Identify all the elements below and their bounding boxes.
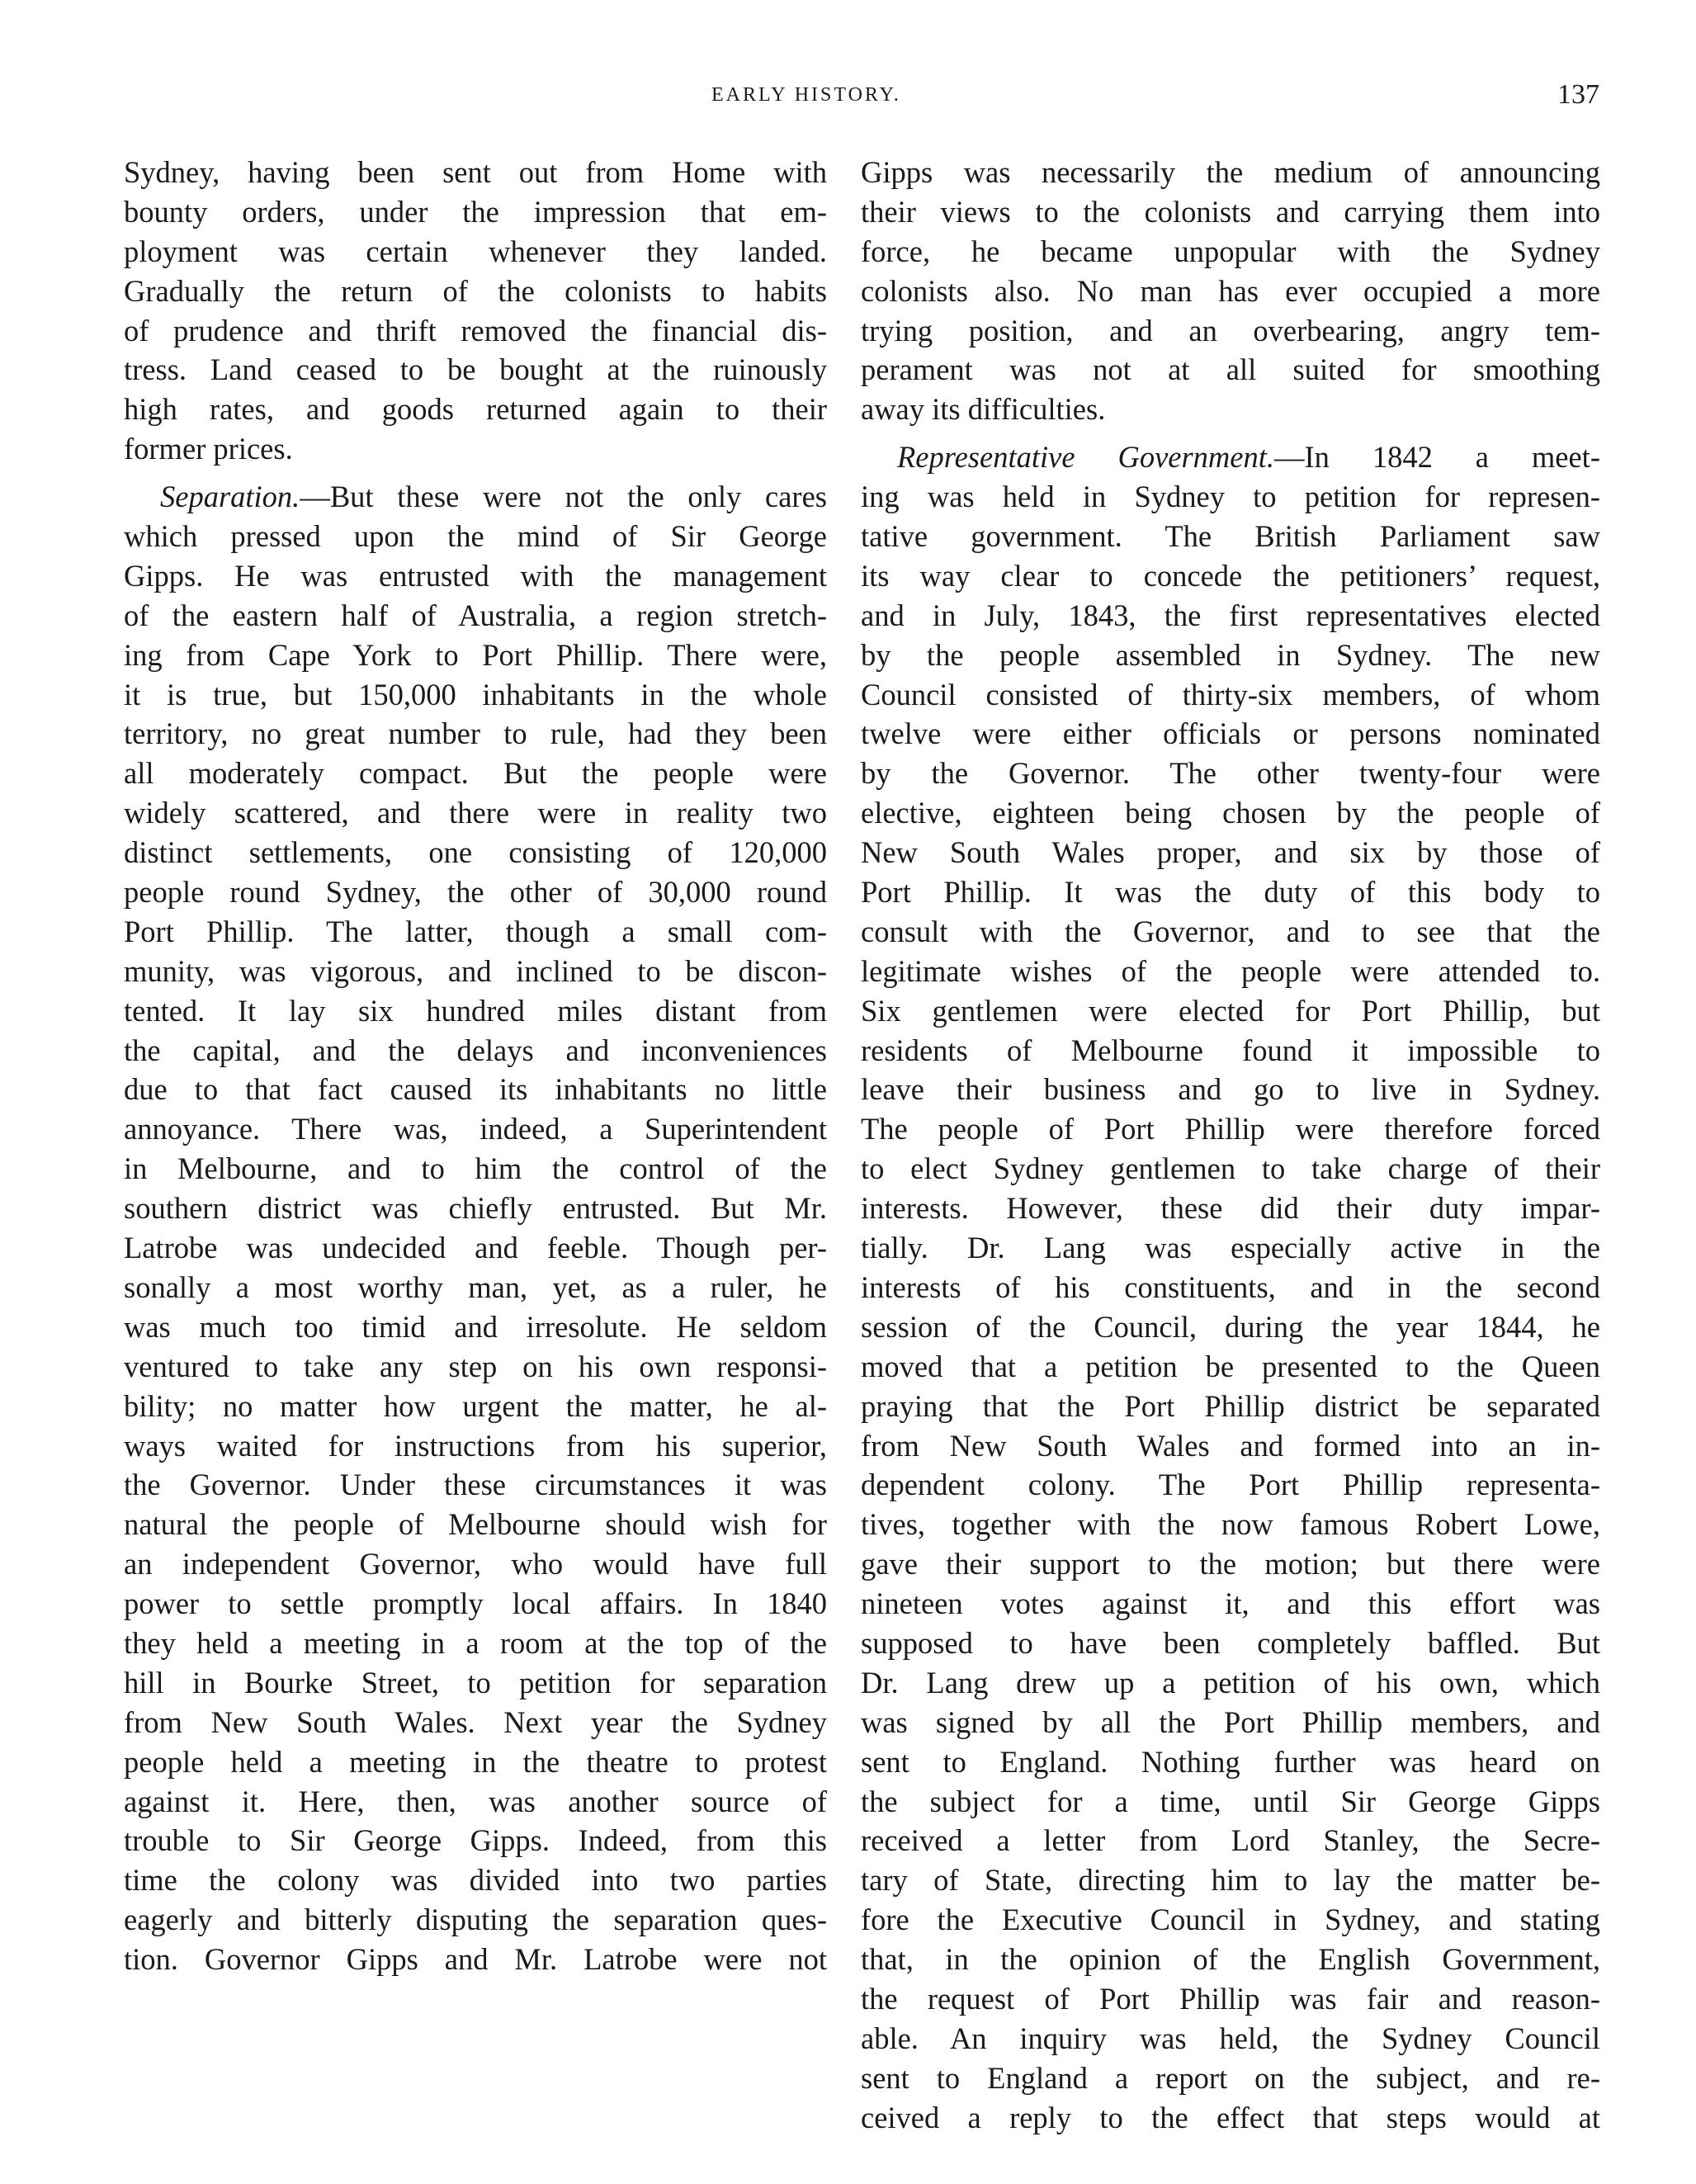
text-line: hill in Bourke Street, to petition for separation (124, 1665, 827, 1699)
paragraph-financial-recovery (124, 153, 827, 469)
paragraph-separation (124, 477, 827, 1979)
text-line: tion. Governor Gipps and Mr. Latrobe were not (124, 1942, 827, 1977)
text-line: which pressed upon the mind of Sir George (124, 519, 827, 554)
text-line: from New South Wales and formed into an in- (861, 1428, 1600, 1463)
text-line: it is true, but 150,000 inhabitants in the whole (124, 677, 827, 711)
text-line: against it. Here, then, was another source of (124, 1784, 827, 1818)
text-line: tary of State, directing him to lay the matter be- (861, 1863, 1600, 1898)
text-line: legitimate wishes of the people were attended to. (861, 953, 1600, 988)
text-line: leave their business and go to live in Sydney. (861, 1072, 1600, 1107)
text-line: Dr. Lang drew up a petition of his own, which (861, 1665, 1600, 1699)
section-heading-representative-government: Representative Government. (897, 440, 1274, 475)
text-line: The people of Port Phillip were therefore forced (861, 1112, 1600, 1146)
text-line: tress. Land ceased to be bought at the ruinously (124, 352, 827, 387)
text-line: tative government. The British Parliament saw (861, 519, 1600, 554)
text-line: that, in the opinion of the English Government, (861, 1942, 1600, 1977)
text-line: distinct settlements, one consisting of 120,000 (124, 835, 827, 870)
text-line: force, he became unpopular with the Sydney (861, 234, 1600, 268)
text-line: able. An inquiry was held, the Sydney Council (861, 2021, 1600, 2055)
text-line: trying position, and an overbearing, angry tem- (861, 313, 1600, 347)
text-line: Port Phillip. The latter, though a small com- (124, 914, 827, 948)
paragraph-gap (124, 469, 827, 477)
text-line: bility; no matter how urgent the matter, he al- (124, 1388, 827, 1423)
text-line: ventured to take any step on his own responsi- (124, 1349, 827, 1383)
text-line: to elect Sydney gentlemen to take charge of their (861, 1151, 1600, 1186)
text-line: by the people assembled in Sydney. The new (861, 637, 1600, 672)
text-line: perament was not at all suited for smoothing (861, 352, 1600, 387)
text-line: the subject for a time, until Sir George Gipps (861, 1784, 1600, 1818)
paragraph-gipps-unpopular (861, 153, 1600, 429)
section-heading-line (124, 477, 827, 517)
text-line: territory, no great number to rule, had they been (124, 716, 827, 751)
text-line: munity, was vigorous, and inclined to be discon- (124, 953, 827, 988)
text-line: Latrobe was undecided and feeble. Though per- (124, 1231, 827, 1265)
text-line: of the eastern half of Australia, a region stretch- (124, 598, 827, 632)
text-line: the request of Port Phillip was fair and reason- (861, 1981, 1600, 2016)
text-line: New South Wales proper, and six by those of (861, 835, 1600, 870)
text-line: high rates, and goods returned again to their (124, 392, 827, 427)
text-line: tives, together with the now famous Robert Lowe, (861, 1507, 1600, 1542)
text-line: away its difficulties. (861, 392, 1106, 427)
text-line: former prices. (124, 432, 293, 466)
text-line: ployment was certain whenever they landed. (124, 234, 827, 268)
text-line: sent to England a report on the subject, and re- (861, 2060, 1600, 2095)
text-line: elective, eighteen being chosen by the people of (861, 796, 1600, 830)
text-line: Port Phillip. It was the duty of this body to (861, 875, 1600, 910)
text-line: nineteen votes against it, and this effort was (861, 1586, 1600, 1621)
text-line: widely scattered, and there were in reality two (124, 796, 827, 830)
text-line: Six gentlemen were elected for Port Phillip, but (861, 993, 1600, 1028)
text-line: interests. However, these did their duty impar- (861, 1191, 1600, 1226)
text-line: an independent Governor, who would have full (124, 1547, 827, 1581)
text-line: by the Governor. The other twenty-four were (861, 756, 1600, 791)
text-line: Gradually the return of the colonists to habits (124, 273, 827, 308)
text-line: in Melbourne, and to him the control of the (124, 1151, 827, 1186)
text-line: power to settle promptly local affairs. In 1840 (124, 1586, 827, 1621)
paragraph-gap (861, 429, 1600, 437)
text-line: its way clear to concede the petitioners’ request, (861, 558, 1600, 593)
text-line: moved that a petition be presented to the Queen (861, 1349, 1600, 1383)
text-line: gave their support to the motion; but there were (861, 1547, 1600, 1581)
section-heading-separation: Separation. (160, 480, 300, 514)
text-line: eagerly and bitterly disputing the separation ques- (124, 1903, 827, 1937)
text-line: from New South Wales. Next year the Sydney (124, 1704, 827, 1739)
text-line: sonally a most worthy man, yet, as a ruler, he (124, 1269, 827, 1304)
text-line: annoyance. There was, indeed, a Superintendent (124, 1112, 827, 1146)
text-line: people held a meeting in the theatre to protest (124, 1744, 827, 1779)
text-line: Sydney, having been sent out from Home with (124, 155, 827, 189)
section-heading-line (861, 437, 1600, 477)
right-column (861, 153, 1600, 2138)
text-line: colonists also. No man has ever occupied a more (861, 273, 1600, 308)
text-line: was signed by all the Port Phillip members, and (861, 1704, 1600, 1739)
text-line: ing was held in Sydney to petition for represen- (861, 480, 1600, 514)
text-line: dependent colony. The Port Phillip representa- (861, 1468, 1600, 1502)
running-head (0, 79, 1696, 112)
text-run: —In 1842 a meet- (1274, 440, 1600, 475)
text-line: due to that fact caused its inhabitants no little (124, 1072, 827, 1107)
text-line: interests of his constituents, and in the second (861, 1269, 1600, 1304)
text-line: bounty orders, under the impression that em- (124, 194, 827, 229)
text-line: ing from Cape York to Port Phillip. There were, (124, 637, 827, 672)
text-line: ways waited for instructions from his superior, (124, 1428, 827, 1463)
text-line: and in July, 1843, the first representatives elected (861, 598, 1600, 632)
text-line: all moderately compact. But the people were (124, 756, 827, 791)
text-line: Gipps was necessarily the medium of announcing (861, 155, 1600, 189)
left-column (124, 153, 827, 1979)
text-line: session of the Council, during the year 1844, he (861, 1309, 1600, 1344)
text-line: they held a meeting in a room at the top of the (124, 1625, 827, 1660)
running-title: EARLY HISTORY. (711, 84, 901, 106)
text-line: praying that the Port Phillip district be separated (861, 1388, 1600, 1423)
text-run: —But these were not the only cares (300, 480, 827, 514)
text-line: supposed to have been completely baffled. But (861, 1625, 1600, 1660)
text-line: the capital, and the delays and inconveniences (124, 1033, 827, 1067)
text-line: was much too timid and irresolute. He seldom (124, 1309, 827, 1344)
text-line: tially. Dr. Lang was especially active in the (861, 1231, 1600, 1265)
text-line: trouble to Sir George Gipps. Indeed, from this (124, 1823, 827, 1858)
text-line: tented. It lay six hundred miles distant from (124, 993, 827, 1028)
text-line: the Governor. Under these circumstances it was (124, 1468, 827, 1502)
paragraph-representative-government (861, 437, 1600, 2137)
text-line: ceived a reply to the effect that steps would at (861, 2100, 1600, 2134)
text-line: received a letter from Lord Stanley, the Secre- (861, 1823, 1600, 1858)
text-line: consult with the Governor, and to see that the (861, 914, 1600, 948)
text-line: fore the Executive Council in Sydney, and stating (861, 1903, 1600, 1937)
text-line: time the colony was divided into two parties (124, 1863, 827, 1898)
text-line: residents of Melbourne found it impossible to (861, 1033, 1600, 1067)
text-line: Council consisted of thirty-six members, of whom (861, 677, 1600, 711)
text-line: of prudence and thrift removed the financial dis- (124, 313, 827, 347)
page-number: 137 (1557, 79, 1599, 110)
text-line: sent to England. Nothing further was heard on (861, 1744, 1600, 1779)
text-line: twelve were either officials or persons nominated (861, 716, 1600, 751)
text-line: southern district was chiefly entrusted. But Mr. (124, 1191, 827, 1226)
text-line: their views to the colonists and carrying them into (861, 194, 1600, 229)
text-line: people round Sydney, the other of 30,000 round (124, 875, 827, 910)
text-line: natural the people of Melbourne should wish for (124, 1507, 827, 1542)
text-line: Gipps. He was entrusted with the management (124, 558, 827, 593)
